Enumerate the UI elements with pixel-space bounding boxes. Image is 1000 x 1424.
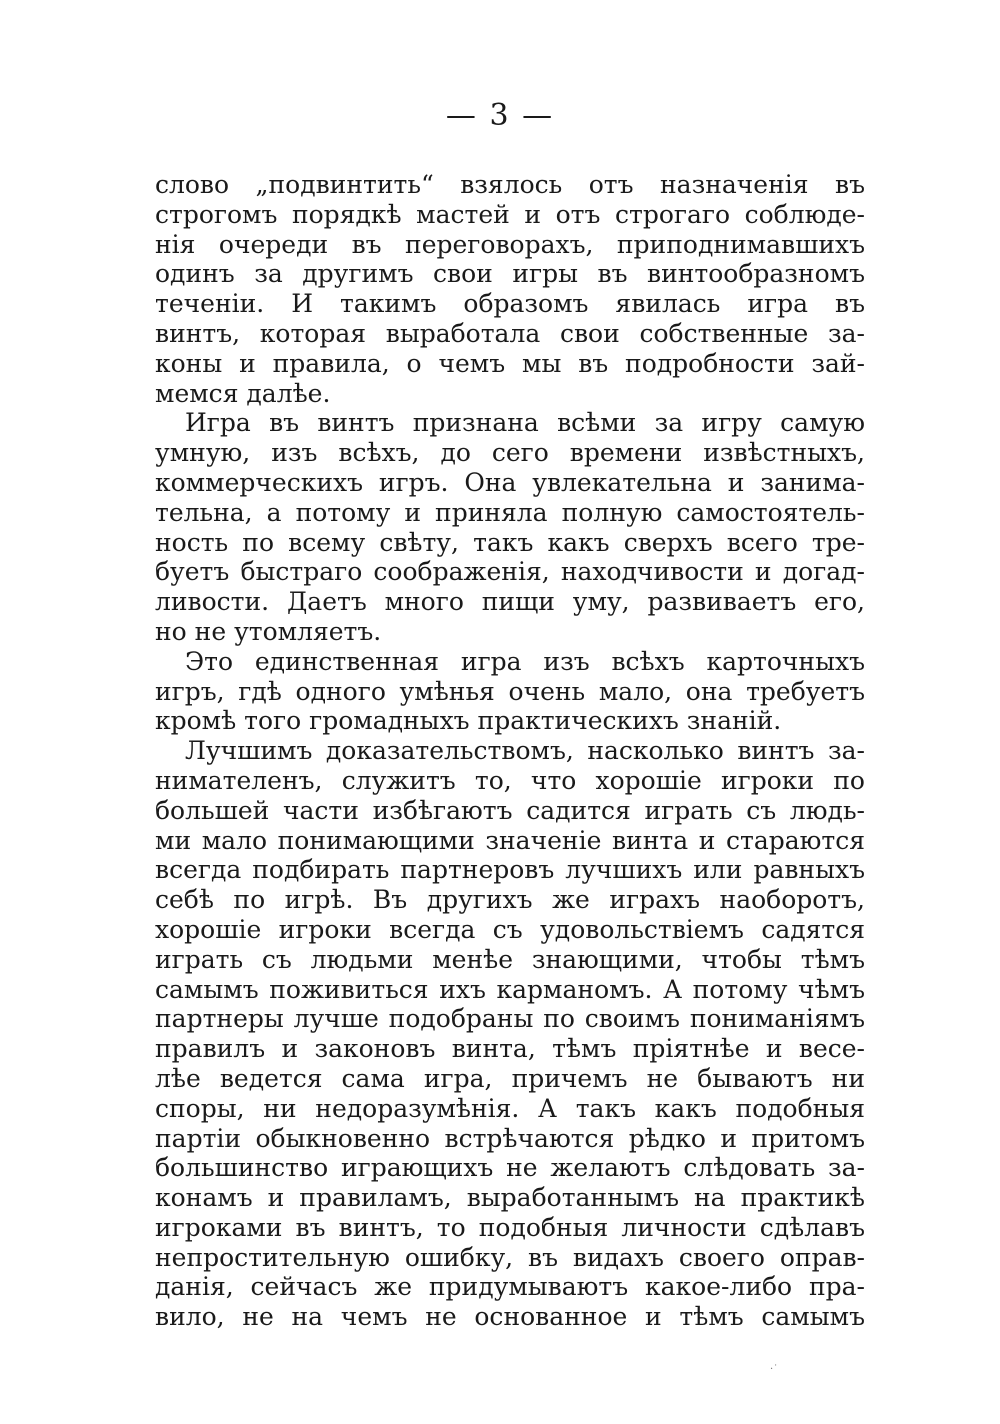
text-line: большей части избѣгаютъ садится играть съ людь- <box>155 795 865 825</box>
paragraph-4 <box>155 736 865 1332</box>
paragraph-3 <box>155 647 865 736</box>
text-line: коны и правила, о чемъ мы въ подробности зай- <box>155 348 865 378</box>
text-line: одинъ за другимъ свои игры въ винтообразномъ <box>155 259 865 289</box>
text-line: споры, ни недоразумѣнія. А такъ какъ подобныя <box>155 1093 865 1123</box>
text-line: строгомъ порядкѣ мастей и отъ строгаго соблюде- <box>155 199 865 229</box>
body-text <box>155 170 865 1332</box>
text-line: себѣ по игрѣ. Въ другихъ же играхъ наоборотъ, <box>155 885 865 915</box>
text-line: всегда подбирать партнеровъ лучшихъ или равныхъ <box>155 855 865 885</box>
text-line: партнеры лучше подобраны по своимъ пониманіямъ <box>155 1004 865 1034</box>
text-line: коммерческихъ игръ. Она увлекательна и занима- <box>155 467 865 497</box>
text-line: Лучшимъ доказательствомъ, насколько винтъ за- <box>185 736 865 766</box>
text-line: вило, не на чемъ не основанное и тѣмъ самымъ <box>155 1302 865 1332</box>
text-line: непростительную ошибку, въ видахъ своего оправ- <box>155 1242 865 1272</box>
text-line: игръ, гдѣ одного умѣнья очень мало, она требуетъ <box>155 676 865 706</box>
scan-speck: ·˙ <box>770 1364 779 1375</box>
page-number: — 3 — <box>445 98 555 133</box>
text-line: тельна, а потому и приняла полную самостоятель- <box>155 497 865 527</box>
text-line: Это единственная игра изъ всѣхъ карточныхъ <box>185 646 865 676</box>
text-line: ность по всему свѣту, такъ какъ сверхъ всего тре- <box>155 527 865 557</box>
text-line: правилъ и законовъ винта, тѣмъ пріятнѣе и весе- <box>155 1034 865 1064</box>
text-line: хорошіе игроки всегда съ удовольствіемъ садятся <box>155 914 865 944</box>
text-line: Игра въ винтъ признана всѣми за игру самую <box>185 408 865 438</box>
text-line: буетъ быстраго соображенія, находчивости и догад- <box>155 557 865 587</box>
text-line: самымъ поживиться ихъ карманомъ. А потому чѣмъ <box>155 974 865 1004</box>
text-line: умную, изъ всѣхъ, до сего времени извѣстныхъ, <box>155 438 865 468</box>
text-line: теченіи. И такимъ образомъ явилась игра въ <box>155 289 865 319</box>
text-line: ливости. Даетъ много пищи уму, развиваетъ его, <box>155 587 865 617</box>
text-line: нія очереди въ переговорахъ, приподнимавшихъ <box>155 229 865 259</box>
text-line: мемся далѣе. <box>155 378 331 408</box>
text-line: играть съ людьми менѣе знающими, чтобы тѣмъ <box>155 944 865 974</box>
text-line: ми мало понимающими значеніе винта и стараются <box>155 825 865 855</box>
text-line: кромѣ того громадныхъ практическихъ знаній. <box>155 706 782 736</box>
text-line: конамъ и правиламъ, выработаннымъ на практикѣ <box>155 1183 865 1213</box>
paragraph-2 <box>155 408 865 646</box>
text-line: винтъ, которая выработала свои собственные за- <box>155 318 865 348</box>
text-line: партіи обыкновенно встрѣчаются рѣдко и притомъ <box>155 1123 865 1153</box>
text-line: игроками въ винтъ, то подобныя личности сдѣлавъ <box>155 1212 865 1242</box>
text-line: большинство играющихъ не желаютъ слѣдовать за- <box>155 1153 865 1183</box>
text-line: данія, сейчасъ же придумываютъ какое-либо пра- <box>155 1272 865 1302</box>
text-line: лѣе ведется сама игра, причемъ не бываютъ ни <box>155 1063 865 1093</box>
text-line: нимателенъ, служитъ то, что хорошіе игроки по <box>155 765 865 795</box>
paragraph-1 <box>155 170 865 408</box>
text-line: но не утомляетъ. <box>155 616 382 646</box>
text-line: слово „подвинтить“ взялось отъ назначенія въ <box>155 170 865 199</box>
